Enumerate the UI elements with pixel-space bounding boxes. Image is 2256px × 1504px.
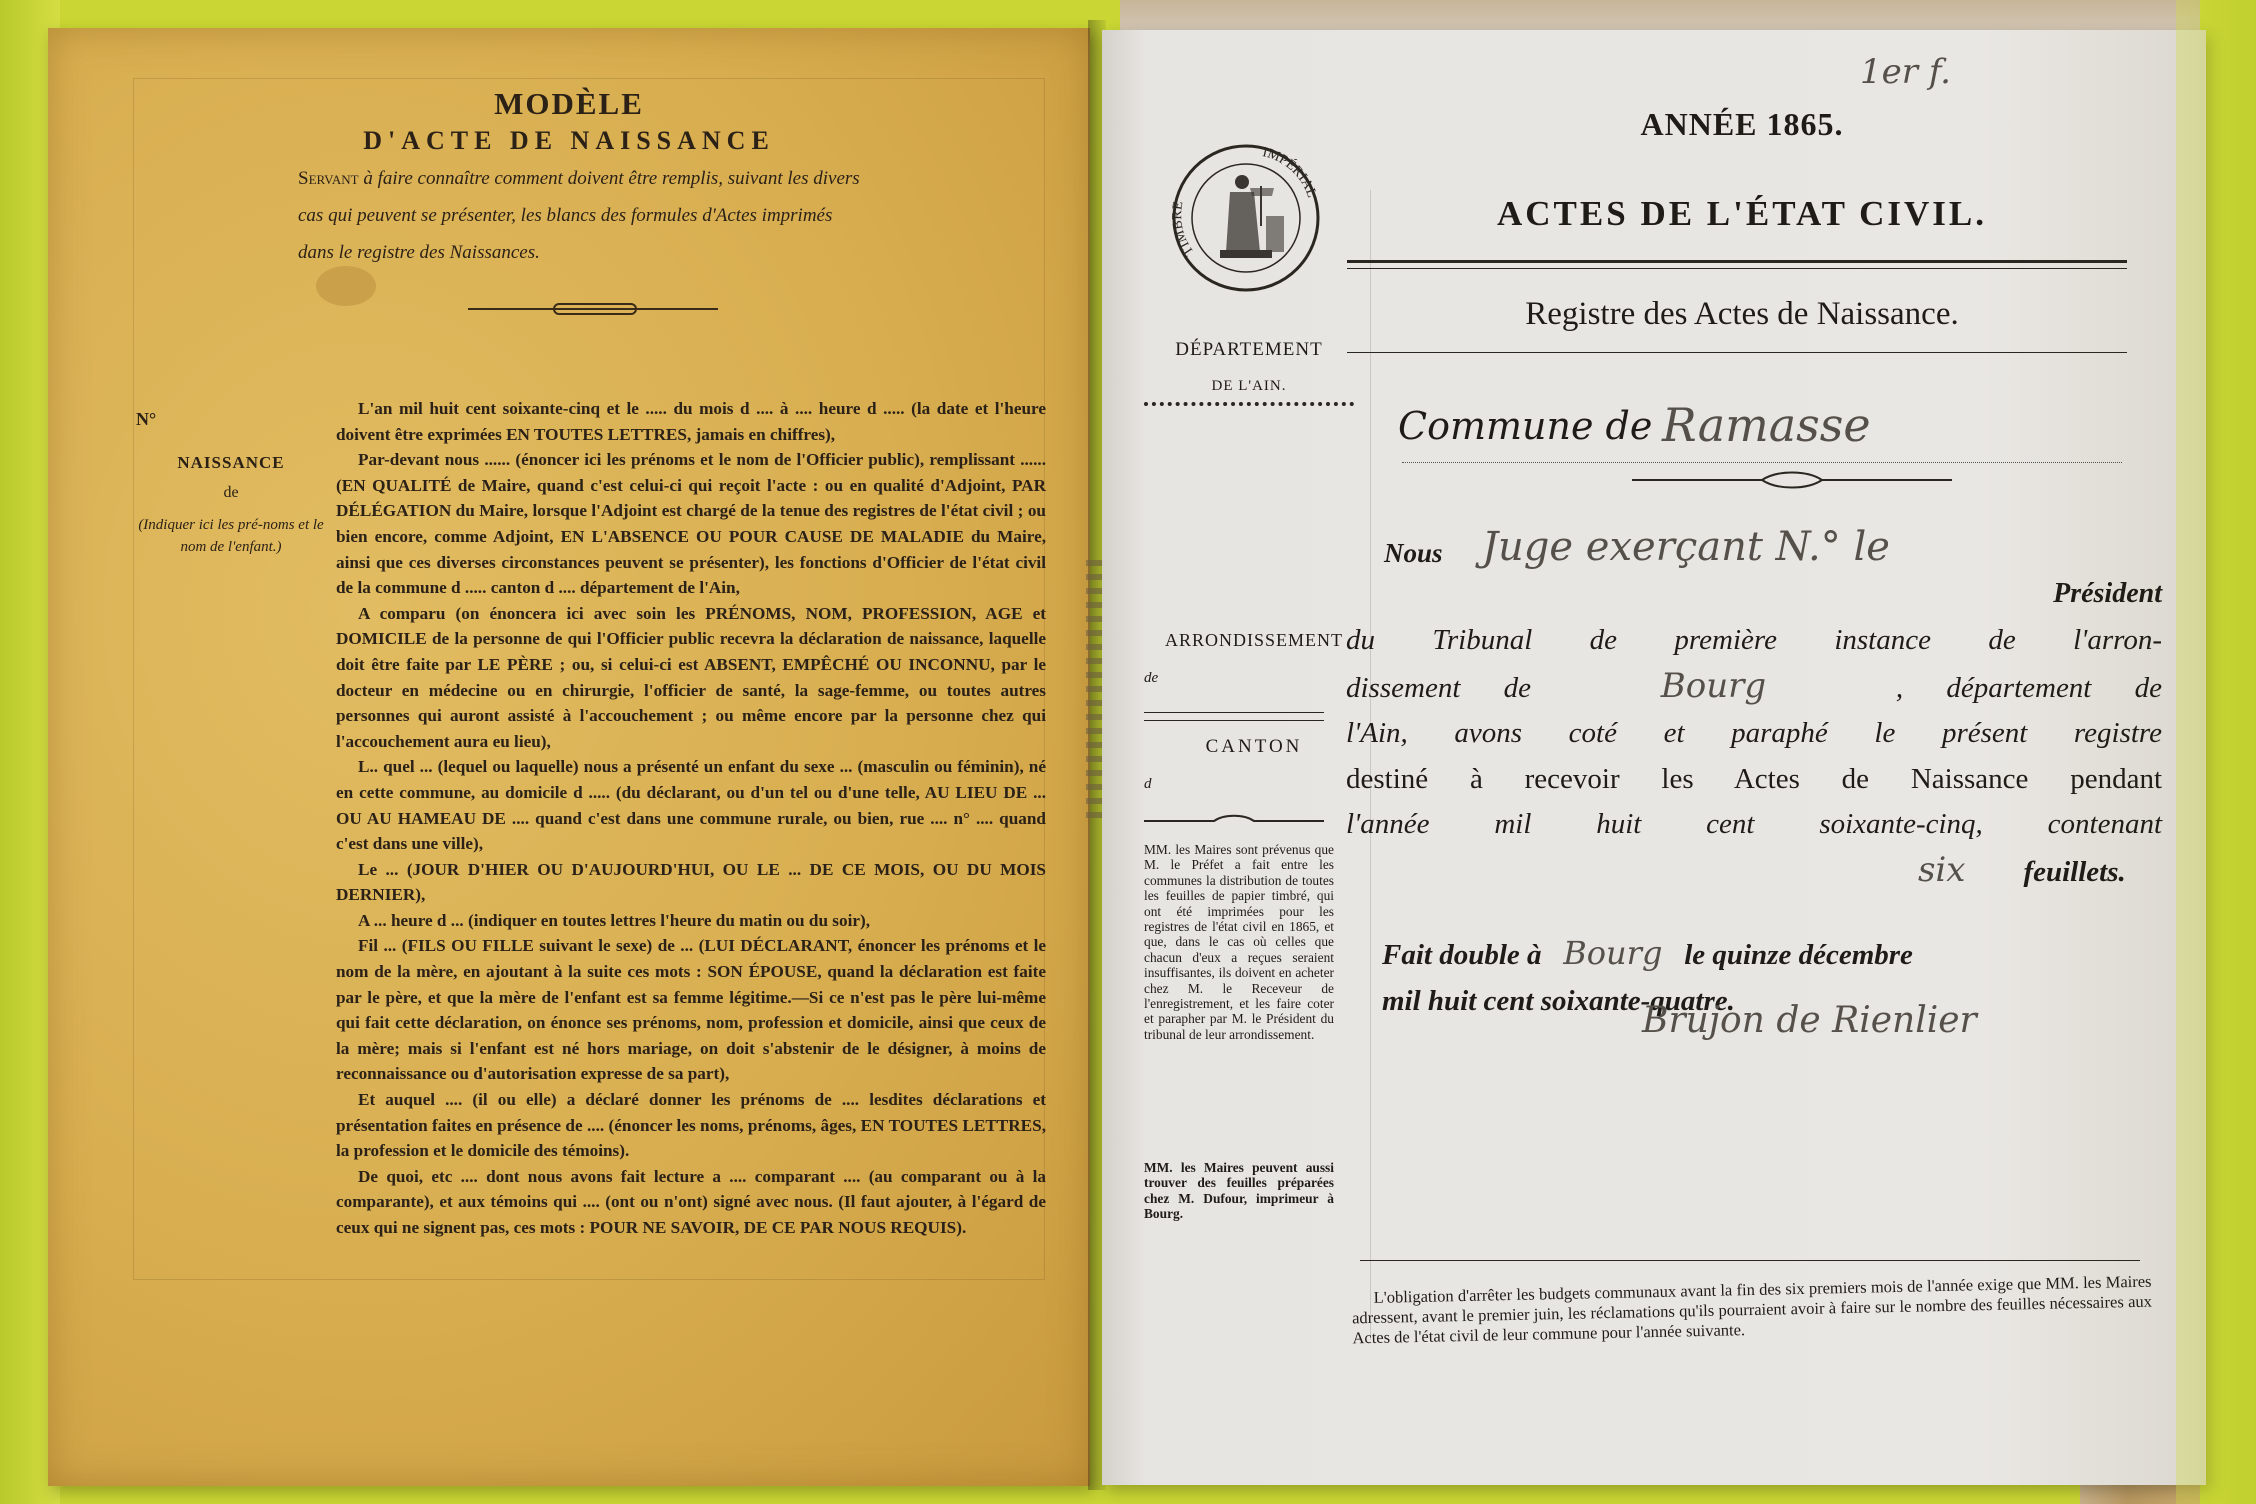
para-text: dissement de (1346, 671, 1531, 704)
canton-flourish (1144, 814, 1324, 828)
ornamental-rule (468, 308, 718, 316)
left-subtitle: D'ACTE DE NAISSANCE (363, 126, 775, 155)
nous-label: Nous (1384, 538, 1443, 568)
corner-handwritten-note: 1er f. (1860, 52, 1951, 92)
departement-label: DÉPARTEMENT (1175, 339, 1323, 360)
heading-rule-thin (1347, 268, 2127, 269)
departement-sub: DE L'AIN. (1211, 378, 1287, 394)
paragraph: A comparu (on énoncera ici avec soin les PRÉNOMS, NOM, PROFESSION, AGE et DOMICILE de la personne de qui l'Officier public recevra la déclaration de naissance, laquelle doit être faite par LE PÈRE ; ou, si celui-ci est ABSENT, EMPÊCHÉ OU INCONNU, par le docteur en médecine ou en chirurgie, l'officier de santé, la sage-femme, ou toutes autres personnes qui auront assisté à l'accouchement ; ou même encore par la personne chez qui l'accouchement aura eu lieu), (336, 603, 1046, 751)
para-line: l'année mil huit cent soixante-cinq, contenant (1346, 808, 2162, 840)
certification-paragraph (1346, 618, 2162, 895)
signature: Brujon de Rienlier (1642, 1000, 1977, 1041)
arrondissement-rule (1144, 712, 1324, 713)
para-text: , département de (1895, 671, 2162, 704)
paragraph: De quoi, etc .... dont nous avons fait lecture a .... comparant .... (au comparant ou à la comparante), et aux témoins qui .... (ont ou n'ont) signé avec nous. (Il faut ajouter, à l'égard de ceux qui ne signent pas, ces mots : POUR NE SAVOIR, DE CE PAR NOUS REQUIS). (336, 1166, 1046, 1237)
imperial-stamp-seal (1170, 142, 1322, 294)
paragraph: Fil ... (FILS OU FILLE suivant le sexe) de ... (LUI DÉCLARANT, énoncer les prénoms et le nom de la mère, en ajoutant à la suite ces mots : SON ÉPOUSE, quand la déclaration est faite par le père, et que la mère de l'enfant est sa femme légitime.—Si ce n'est pas le père lui-même qui fait cette déclaration, on énonce ses prénoms, nom, profession et domicile, ainsi que ceux de la mère; mais si l'enfant est né hors mariage, on doit s'abstenir de le désigner, à moins de reconnaissance ou d'autorisation expresse de sa part), (336, 936, 1046, 1084)
departement-block (1144, 332, 1354, 404)
left-body-text (336, 396, 1046, 1241)
intro-lead: Servant (298, 168, 359, 189)
commune-dotted-line (1402, 462, 2122, 463)
para-line: du Tribunal de première instance de l'arron- (1346, 624, 2162, 656)
de-label: de (223, 484, 239, 501)
fait-label: Fait double à (1382, 939, 1542, 971)
actes-heading: ACTES DE L'ÉTAT CIVIL. (1496, 194, 1988, 233)
indication-note: (Indiquer ici les pré-noms et le nom de l'enfant.) (138, 517, 324, 555)
paragraph: A ... heure d ... (indiquer en toutes lettres l'heure du matin ou du soir), (358, 910, 871, 930)
intro-line-1: à faire connaître comment doivent être remplis, suivant les divers (358, 168, 860, 189)
paragraph: Par-devant nous ...... (énoncer ici les prénoms et le nom de l'Officier public), remplissant ...... (EN QUALITÉ de Maire, quand c'est celui-ci qui reçoit l'acte : ou en qualité d'Adjoint, PAR DÉLÉGATION du Maire, lorsque l'Adjoint est chargé de la tenue des registres de l'état civil ; ou bien encore, comme Adjoint, EN L'ABSENCE OU POUR CAUSE DE MALADIE du Maire, ainsi que ces diverses circonstances peuvent se présenter), les fonctions d'Officier de l'état civil de la commune d ..... canton d .... département de l'Ain, (336, 450, 1046, 598)
paragraph: Et auquel .... (il ou elle) a déclaré donner les prénoms de .... lesdites déclarations et présentation faites en présence de .... (énoncer les noms, prénoms, âges, EN TOUTES LETTRES, la profession et le domicile des témoins). (336, 1090, 1046, 1161)
arrondissement-label: ARRONDISSEMENT (1164, 630, 1343, 650)
departement-rule (1144, 402, 1354, 406)
naissance-label: NAISSANCE (177, 453, 285, 472)
paragraph: Le ... (JOUR D'HIER OU D'AUJOURD'HUI, OU LE ... DE CE MOIS, OU DU MOIS DERNIER), (336, 859, 1046, 905)
commune-handwritten-value: Ramasse (1662, 398, 1871, 452)
left-title: MODÈLE (494, 86, 644, 121)
registre-rule (1347, 352, 2127, 353)
maires-note: MM. les Maires sont prévenus que M. le Préfet a fait entre les communes la distribution de toutes les feuilles de papier timbré, qui ont été imprimées pour les registres de l'état civil en 1865, et que, dans le cas où celles que chacun d'eux a reçues seraient insuffisantes, ils doivent en acheter chez M. le Receveur de l'enregistrement, et les faire coter et parapher par M. le Président du tribunal de leur arrondissement. (1144, 842, 1334, 1042)
para-line (1346, 848, 2162, 896)
stain (316, 266, 376, 306)
handwritten-count: six (1917, 849, 1966, 890)
arrondissement-de: de (1144, 670, 1159, 686)
fait-line-2: mil huit cent soixante-quatre. (1382, 985, 1735, 1017)
paragraph: L.. quel ... (lequel ou laquelle) nous a présenté un enfant du sexe ... (masculin ou féminin), né en cette commune, au domicile d ..... (du déclarant, ou d'un tel ou d'une telle, AU LIEU DE ... OU AU HAMEAU DE .... quand c'est dans une commune rurale, ou bien, rue .... n° .... quand c'est dans une ville), (336, 757, 1046, 854)
handwritten-bourg: Bourg (1660, 665, 1767, 706)
number-label: N° (136, 409, 157, 429)
seal-text-right: IMPÉRIAL (1261, 145, 1320, 200)
right-page (1102, 30, 2206, 1485)
seal-text-left: TIMBRE (1170, 200, 1198, 259)
registre-title: Registre des Actes de Naissance. (1525, 296, 1959, 332)
canton-d: d (1144, 776, 1152, 792)
left-intro (298, 160, 1038, 271)
fait-date: le quinze décembre (1684, 939, 1913, 971)
arrondissement-rule-2 (1144, 720, 1324, 721)
dufour-note: MM. les Maires peuvent aussi trouver des feuilles préparées chez M. Dufour, imprimeur à Bourg. (1144, 1160, 1334, 1222)
intro-line-2: cas qui peuvent se présenter, les blancs des formules d'Actes imprimés (298, 205, 833, 226)
commune-flourish (1632, 470, 1952, 490)
bottom-obligation-note: L'obligation d'arrêter les budgets communaux avant la fin des six premiers mois de l'année exige que MM. les Maires adressent, avant le premier juin, les réclamations qu'ils pourraient avoir à faire sur le nombre des feuilles nécessaires aux Actes de l'état civil de leur commune pour l'année suivante. (1351, 1271, 2153, 1348)
para-line: l'Ain, avons coté et paraphé le présent registre (1346, 717, 2162, 749)
para-line: destiné à recevoir les Actes de Naissance pendant (1346, 762, 2162, 795)
bottom-rule (1360, 1260, 2140, 1261)
para-line (1346, 664, 2162, 712)
heading-rule (1347, 260, 2127, 263)
fait-handwritten-place: Bourg (1563, 934, 1663, 972)
commune-label: Commune de (1398, 404, 1653, 448)
nous-handwritten: Juge exerçant N.° le (1482, 524, 1890, 570)
year-heading: ANNÉE 1865. (1640, 106, 1844, 142)
president-label: Président (2053, 578, 2162, 609)
intro-line-3: dans le registre des Naissances. (298, 242, 540, 263)
para-text: feuillets. (2023, 855, 2126, 888)
left-page (48, 28, 1090, 1486)
paragraph: L'an mil huit cent soixante-cinq et le ..... du mois d .... à .... heure d ..... (la date et l'heure doivent être exprimées EN TOUTES LETTRES, jamais en chiffres), (336, 399, 1046, 444)
canton-label: CANTON (1205, 736, 1303, 757)
left-margin-labels (136, 408, 326, 558)
background-edge-right (2176, 0, 2256, 1504)
